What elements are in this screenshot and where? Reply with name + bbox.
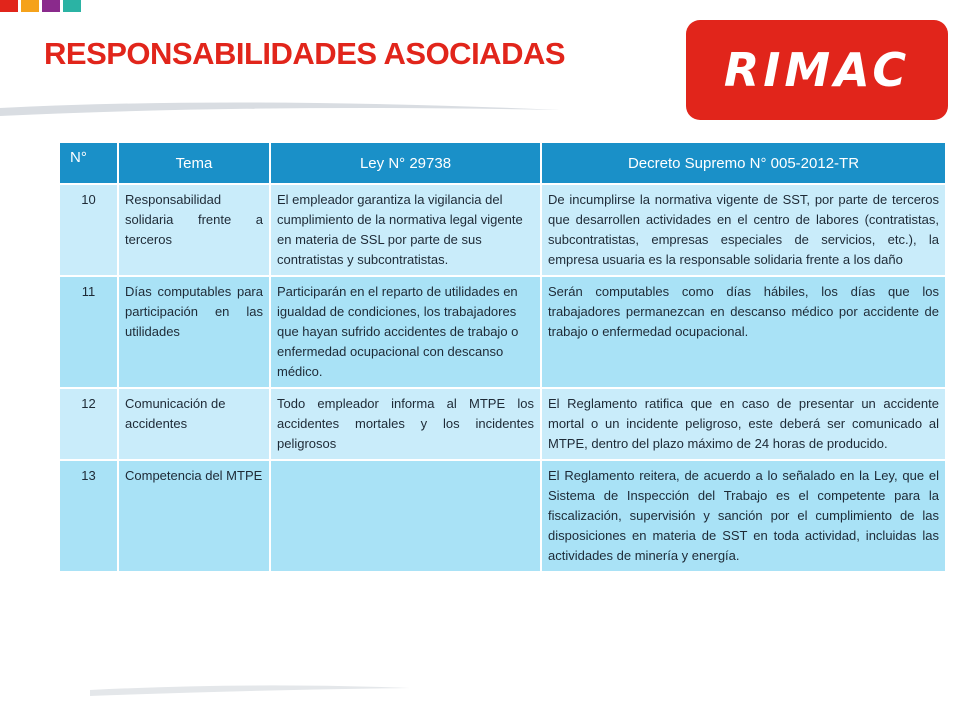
- responsibilities-table: [60, 143, 945, 571]
- corner-square-orange: [21, 0, 39, 12]
- row-ley: Participarán en el reparto de utilidades en igualdad de condiciones, los trabajadores que hayan sufrido accidentes de trabajo o enfermedad ocupacional con descanso médico.: [270, 276, 541, 388]
- row-decreto: El Reglamento reitera, de acuerdo a lo señalado en la Ley, que el Sistema de Inspección del Trabajo es el competente para la fiscalización, supervisión y sanción por el cumplimiento de las disposiciones en materia de SST en toda actividad, incluidas las actividades de minería y energía.: [541, 460, 945, 571]
- row-ley: [270, 460, 541, 571]
- header-decreto: Decreto Supremo N° 005-2012-TR: [541, 143, 945, 184]
- corner-square-teal: [63, 0, 81, 12]
- header-num: N°: [60, 143, 118, 184]
- company-logo: [686, 20, 948, 120]
- bottom-swoosh: [90, 676, 410, 700]
- page-title: RESPONSABILIDADES ASOCIADAS: [44, 36, 566, 71]
- row-number: 11: [60, 276, 118, 388]
- row-tema: Días computables para participación en las utilidades: [118, 276, 270, 388]
- row-decreto: De incumplirse la normativa vigente de SST, por parte de terceros que desarrollen actividades en el centro de labores (contratistas, subcontratistas, empresas especiales de servicios, etc.), la empresa usuaria es la responsable solidaria frente a los daño: [541, 184, 945, 276]
- table-header-row: [60, 143, 945, 184]
- table-row: [60, 276, 945, 388]
- row-number: 13: [60, 460, 118, 571]
- table-row: [60, 184, 945, 276]
- table-row: [60, 460, 945, 571]
- row-decreto: Serán computables como días hábiles, los días que los trabajadores permanezcan en descanso médico por accidente de trabajo o enfermedad ocupacional.: [541, 276, 945, 388]
- row-number: 10: [60, 184, 118, 276]
- row-number: 12: [60, 388, 118, 460]
- row-tema: Comunicación de accidentes: [118, 388, 270, 460]
- row-ley: Todo empleador informa al MTPE los accidentes mortales y los incidentes peligrosos: [270, 388, 541, 460]
- table-row: [60, 388, 945, 460]
- header-ley: Ley N° 29738: [270, 143, 541, 184]
- row-tema: Responsabilidad solidaria frente a terceros: [118, 184, 270, 276]
- logo-text: RIMAC: [723, 43, 911, 97]
- corner-square-purple: [42, 0, 60, 12]
- row-ley: El empleador garantiza la vigilancia del cumplimiento de la normativa legal vigente en materia de SSL por parte de sus contratistas y subcontratistas.: [270, 184, 541, 276]
- corner-color-squares: [0, 0, 81, 12]
- title-underline-swoosh: [0, 80, 560, 120]
- corner-square-red: [0, 0, 18, 12]
- row-tema: Competencia del MTPE: [118, 460, 270, 571]
- header-tema: Tema: [118, 143, 270, 184]
- row-decreto: El Reglamento ratifica que en caso de presentar un accidente mortal o un incidente peligroso, este deberá ser comunicado al MTPE, dentro del plazo máximo de 24 horas de producido.: [541, 388, 945, 460]
